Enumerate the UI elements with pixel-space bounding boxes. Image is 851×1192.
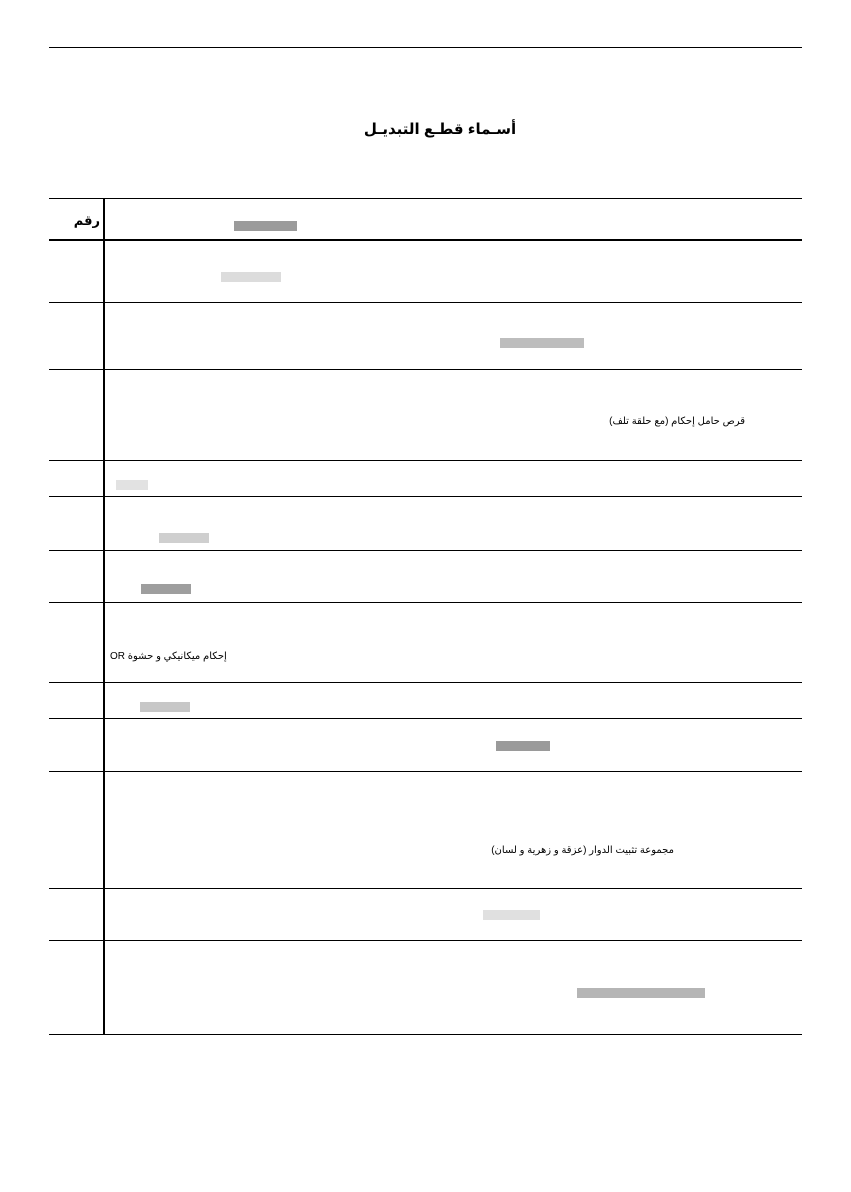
- table-row: [49, 683, 802, 719]
- redacted-cell-text: [577, 988, 705, 998]
- table-header-row: [49, 198, 802, 241]
- redacted-cell-text: [140, 702, 190, 712]
- part-name-rotor-fixing-set: مجموعة تثبيت الدوار (عزقة و زهرية و لسان): [491, 845, 674, 856]
- redacted-header-text: [234, 221, 297, 231]
- page-title: أسـماء قطـع التبديـل: [363, 121, 517, 138]
- redacted-cell-text: [500, 338, 584, 348]
- redacted-cell-text: [141, 584, 191, 594]
- table-row: [49, 241, 802, 303]
- table-row: [49, 551, 802, 603]
- redacted-cell-text: [483, 910, 540, 920]
- table-row: [49, 461, 802, 497]
- redacted-cell-text: [221, 272, 281, 282]
- table-row: [49, 303, 802, 370]
- part-name-seal-carrier-disc: قرص حامل إحكام (مع حلقة تلف): [609, 416, 745, 427]
- table-row: [49, 603, 802, 683]
- table-row: [49, 889, 802, 941]
- redacted-cell-text: [496, 741, 550, 751]
- redacted-cell-text: [116, 480, 148, 490]
- redacted-cell-text: [159, 533, 209, 543]
- table-row: [49, 772, 802, 889]
- table-row: [49, 719, 802, 772]
- part-name-mechanical-seal: إحكام ميكانيكي و حشوة OR: [110, 651, 227, 662]
- number-column-header: رقم: [73, 213, 100, 228]
